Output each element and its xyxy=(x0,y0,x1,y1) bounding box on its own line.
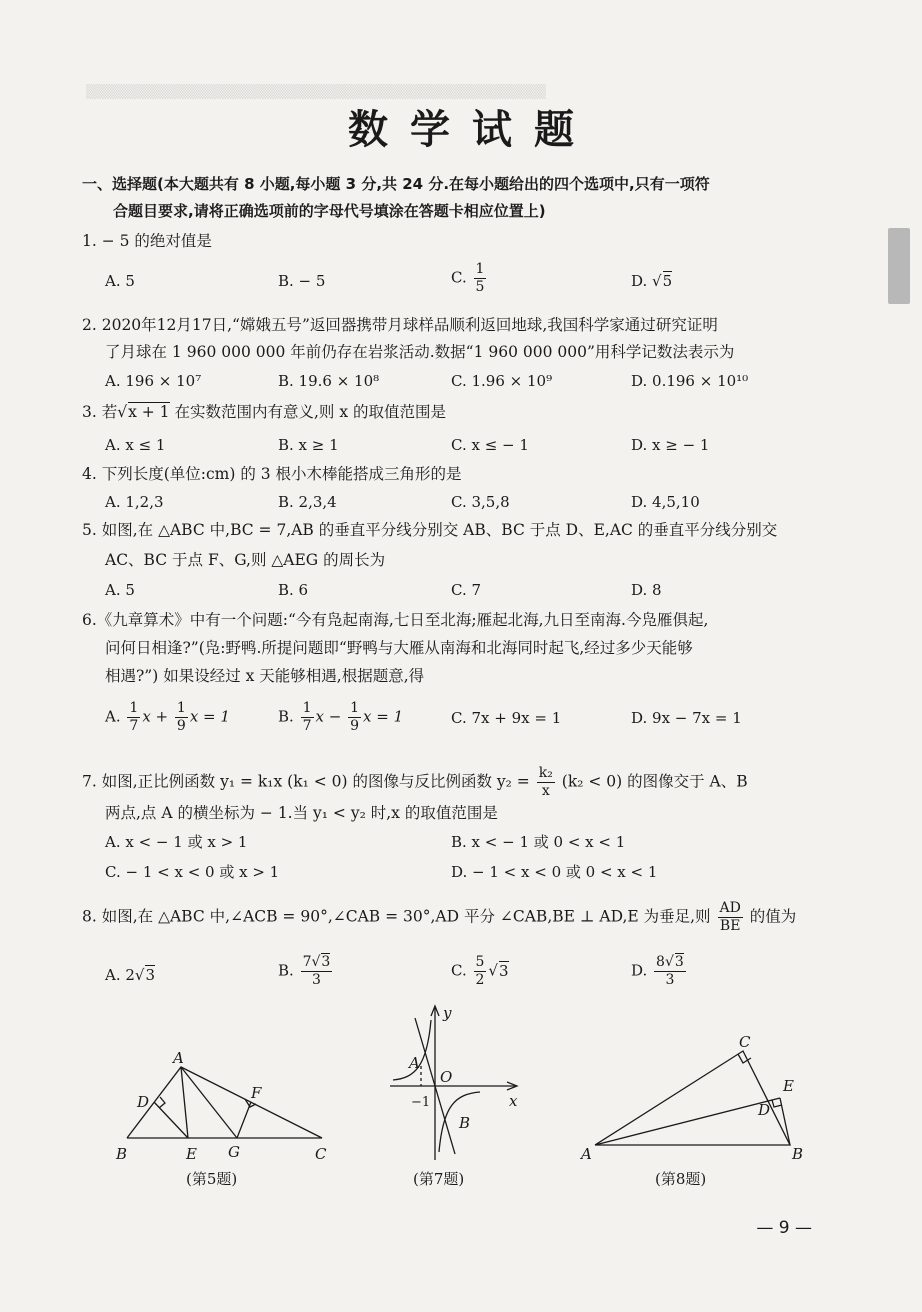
figure-5 xyxy=(110,1049,340,1170)
q7-stem-line2: 两点,点 A 的横坐标为 − 1.当 y₁ < y₂ 时,x 的取值范围是 xyxy=(105,804,498,822)
fig7-label-y: y xyxy=(443,1004,452,1022)
q8-c-radicand: 3 xyxy=(498,961,509,980)
q6-option-b xyxy=(278,700,403,735)
q3-stem xyxy=(82,402,446,422)
q5-stem-line2: AC、BC 于点 F、G,则 △AEG 的周长为 xyxy=(105,551,386,569)
q6-stem-line3: 相遇?”) 如果设经过 x 天能够相遇,根据题意,得 xyxy=(105,667,425,685)
q8-fraction xyxy=(718,900,743,935)
fig5-segment-ag xyxy=(181,1067,237,1138)
fig8-label-a: A xyxy=(581,1145,592,1163)
q2-stem-line2: 了月球在 1 960 000 000 年前仍存在岩浆活动.数据“1 960 000 000”用科学记数法表示为 xyxy=(105,343,735,361)
q6-a-fraction-2 xyxy=(175,700,188,735)
figure-5-diagram xyxy=(110,1049,340,1170)
q5-option-d: D. 8 xyxy=(631,581,662,599)
q8-option-d xyxy=(631,954,688,989)
fig7-label-minus-one: −1 xyxy=(411,1095,431,1110)
q8-stem-pre: 8. 如图,在 △ABC 中,∠ACB = 90°,∠CAB = 30°,AD 平分 ∠CAB,BE ⊥ AD,E 为垂足,则 xyxy=(82,907,711,926)
q6-b-fraction-1 xyxy=(301,700,314,735)
figure-8-caption: (第8题) xyxy=(655,1170,707,1188)
fig5-label-g: G xyxy=(228,1143,240,1161)
q8-frac-num: AD xyxy=(719,900,741,916)
bleed-through-text: ▒▒▒▒▒▒▒▒▒▒▒▒▒▒▒▒▒▒▒▒▒▒▒▒▒▒▒▒▒▒▒▒▒▒▒▒▒▒▒▒▒▒▒▒▒▒ xyxy=(86,85,546,100)
q2-option-c: C. 1.96 × 10⁹ xyxy=(451,372,553,390)
q8-a-pre: A. 2√ xyxy=(105,966,145,984)
q8-d-fraction xyxy=(654,954,686,989)
q1-c-prefix: C. xyxy=(451,268,467,287)
q8-c-fraction xyxy=(474,954,487,989)
q8-d-num-pre: 8√ xyxy=(656,954,674,970)
q2-option-a: A. 196 × 10⁷ xyxy=(105,372,202,390)
q6-b-mid: x − xyxy=(315,707,342,726)
q6-option-a xyxy=(105,700,230,735)
fig5-label-b: B xyxy=(116,1145,128,1163)
q1-c-fraction xyxy=(474,261,487,296)
q7-stem-post: (k₂ < 0) 的图像交于 A、B xyxy=(561,772,748,791)
q6-b-fraction-2 xyxy=(348,700,361,735)
fig7-label-x: x xyxy=(509,1092,518,1110)
q6-option-d: D. 9x − 7x = 1 xyxy=(631,709,742,727)
q8-a-radicand: 3 xyxy=(145,966,156,984)
q4-stem: 4. 下列长度(单位:cm) 的 3 根小木棒能搭成三角形的是 xyxy=(82,465,462,483)
page-number: — 9 — xyxy=(756,1218,812,1238)
fig8-bisector-ad xyxy=(595,1098,780,1145)
section-heading-line1: 一、选择题(本大题共有 8 小题,每小题 3 分,共 24 分.在每小题给出的四个选项中,只有一项符 xyxy=(82,175,710,193)
fig7-label-o: O xyxy=(440,1068,453,1086)
q8-b-pre: B. xyxy=(278,961,294,980)
q1-option-b: B. − 5 xyxy=(278,272,326,290)
q5-option-b: B. 6 xyxy=(278,581,309,599)
q6-a-den2: 9 xyxy=(176,718,186,734)
q6-a-den1: 7 xyxy=(129,718,139,734)
q5-option-c: C. 7 xyxy=(451,581,482,599)
q5-option-a: A. 5 xyxy=(105,581,135,599)
figure-8 xyxy=(575,1033,815,1163)
q7-option-c: C. − 1 < x < 0 或 x > 1 xyxy=(105,863,280,881)
q4-option-a: A. 1,2,3 xyxy=(105,493,164,511)
q3-option-a: A. x ≤ 1 xyxy=(105,436,166,454)
q6-b-num2: 1 xyxy=(350,700,359,716)
q8-c-denominator: 2 xyxy=(475,972,485,988)
q6-a-prefix: A. xyxy=(105,707,121,726)
q3-stem-post: 在实数范围内有意义,则 x 的取值范围是 xyxy=(169,403,446,421)
q6-b-prefix: B. xyxy=(278,707,294,726)
q1-option-a: A. 5 xyxy=(105,272,135,290)
q1-c-numerator: 1 xyxy=(475,261,485,277)
q8-b-fraction xyxy=(301,954,333,989)
q8-b-num-pre: 7√ xyxy=(302,954,321,970)
q6-a-num2: 1 xyxy=(176,700,186,716)
q4-option-c: C. 3,5,8 xyxy=(451,493,510,511)
q7-fraction xyxy=(537,765,555,800)
q3-option-c: C. x ≤ − 1 xyxy=(451,436,529,454)
q6-a-num1: 1 xyxy=(129,700,139,716)
fig7-label-a: A xyxy=(409,1054,420,1072)
figure-7-caption: (第7题) xyxy=(413,1170,465,1188)
q8-d-denominator: 3 xyxy=(665,972,675,988)
q1-option-d xyxy=(631,271,672,291)
q8-stem-post: 的值为 xyxy=(749,907,797,926)
section-heading-line2: 合题目要求,请将正确选项前的字母代号填涂在答题卡相应位置上) xyxy=(113,202,546,220)
fig5-label-f: F xyxy=(251,1084,262,1102)
q7-option-d: D. − 1 < x < 0 或 0 < x < 1 xyxy=(451,863,658,881)
q8-b-numerator xyxy=(301,954,333,972)
q8-option-a xyxy=(105,965,155,985)
q7-stem-pre: 7. 如图,正比例函数 y₁ = k₁x (k₁ < 0) 的图像与反比例函数 y₂ = xyxy=(82,772,530,791)
q7-option-a: A. x < − 1 或 x > 1 xyxy=(105,833,248,851)
q6-b-num1: 1 xyxy=(302,700,312,716)
q6-stem-line1: 6.《九章算术》中有一个问题:“今有凫起南海,七日至北海;雁起北海,九日至南海.今凫雁俱起, xyxy=(82,611,709,629)
q8-b-num-radicand: 3 xyxy=(321,954,331,970)
q8-frac-den: BE xyxy=(719,918,741,934)
fig7-label-b: B xyxy=(459,1114,471,1132)
fig8-label-d: D xyxy=(758,1101,771,1119)
fig8-label-c: C xyxy=(739,1033,751,1051)
q6-a-end: x = 1 xyxy=(189,707,230,726)
q1-c-denominator: 5 xyxy=(475,279,485,295)
fig5-label-a: A xyxy=(173,1049,184,1067)
fig8-label-e: E xyxy=(783,1077,794,1095)
q1-d-radicand: 5 xyxy=(662,272,673,290)
q7-frac-den: x xyxy=(541,783,550,799)
q7-stem-line1 xyxy=(82,765,748,800)
fig5-right-angle-d xyxy=(159,1097,165,1108)
figure-7-diagram xyxy=(385,1000,535,1165)
q1-stem: 1. − 5 的绝对值是 xyxy=(82,232,212,250)
q7-option-b: B. x < − 1 或 0 < x < 1 xyxy=(451,833,626,851)
q8-stem xyxy=(82,900,796,935)
q2-stem-line1: 2. 2020年12月17日,“嫦娥五号”返回器携带月球样品顺利返回地球,我国科学家通过研究证明 xyxy=(82,316,718,334)
fig8-triangle-acb xyxy=(595,1051,790,1145)
q4-option-b: B. 2,3,4 xyxy=(278,493,337,511)
q3-option-d: D. x ≥ − 1 xyxy=(631,436,710,454)
q8-d-pre: D. xyxy=(631,961,648,980)
q8-d-num-radicand: 3 xyxy=(674,954,684,970)
figure-8-diagram xyxy=(575,1033,815,1163)
q1-d-prefix: D. √ xyxy=(631,272,662,290)
fig5-label-e: E xyxy=(186,1145,197,1163)
q3-stem-radicand: x + 1 xyxy=(128,403,170,421)
q8-b-denominator: 3 xyxy=(311,972,321,988)
fig5-perp-fg xyxy=(237,1102,251,1138)
q6-option-c: C. 7x + 9x = 1 xyxy=(451,709,562,727)
q3-stem-pre: 3. 若√ xyxy=(82,403,128,421)
fig8-label-b: B xyxy=(792,1145,804,1163)
q8-c-pre: C. xyxy=(451,961,467,980)
q7-frac-num: k₂ xyxy=(538,765,553,781)
q8-c-root: √ xyxy=(488,961,498,980)
q6-stem-line2: 问何日相逢?”(凫:野鸭.所提问题即“野鸭与大雁从南海和北海同时起飞,经过多少天能够 xyxy=(105,639,693,657)
fig5-segment-ae xyxy=(181,1067,188,1138)
figure-7 xyxy=(385,1000,535,1165)
figure-5-caption: (第5题) xyxy=(186,1170,238,1188)
q1-option-c xyxy=(451,261,488,296)
fig5-label-d: D xyxy=(137,1093,150,1111)
q8-option-b xyxy=(278,954,334,989)
q6-b-den1: 7 xyxy=(302,718,312,734)
scan-edge-mark xyxy=(888,228,910,304)
q6-b-den2: 9 xyxy=(350,718,359,734)
fig5-label-c: C xyxy=(315,1145,327,1163)
q2-option-d: D. 0.196 × 10¹⁰ xyxy=(631,372,749,390)
q5-stem-line1: 5. 如图,在 △ABC 中,BC = 7,AB 的垂直平分线分别交 AB、BC 于点 D、E,AC 的垂直平分线分别交 xyxy=(82,521,778,539)
q8-c-numerator: 5 xyxy=(475,954,485,970)
q6-a-fraction-1 xyxy=(127,700,140,735)
q6-a-mid: x + xyxy=(142,707,169,726)
q8-option-c xyxy=(451,954,509,989)
q6-b-end: x = 1 xyxy=(363,707,404,726)
q3-option-b: B. x ≥ 1 xyxy=(278,436,339,454)
q8-d-numerator xyxy=(654,954,686,972)
q2-option-b: B. 19.6 × 10⁸ xyxy=(278,372,380,390)
fig5-triangle-abc xyxy=(127,1067,322,1138)
q4-option-d: D. 4,5,10 xyxy=(631,493,700,511)
page-title: 数学试题 xyxy=(348,107,596,153)
